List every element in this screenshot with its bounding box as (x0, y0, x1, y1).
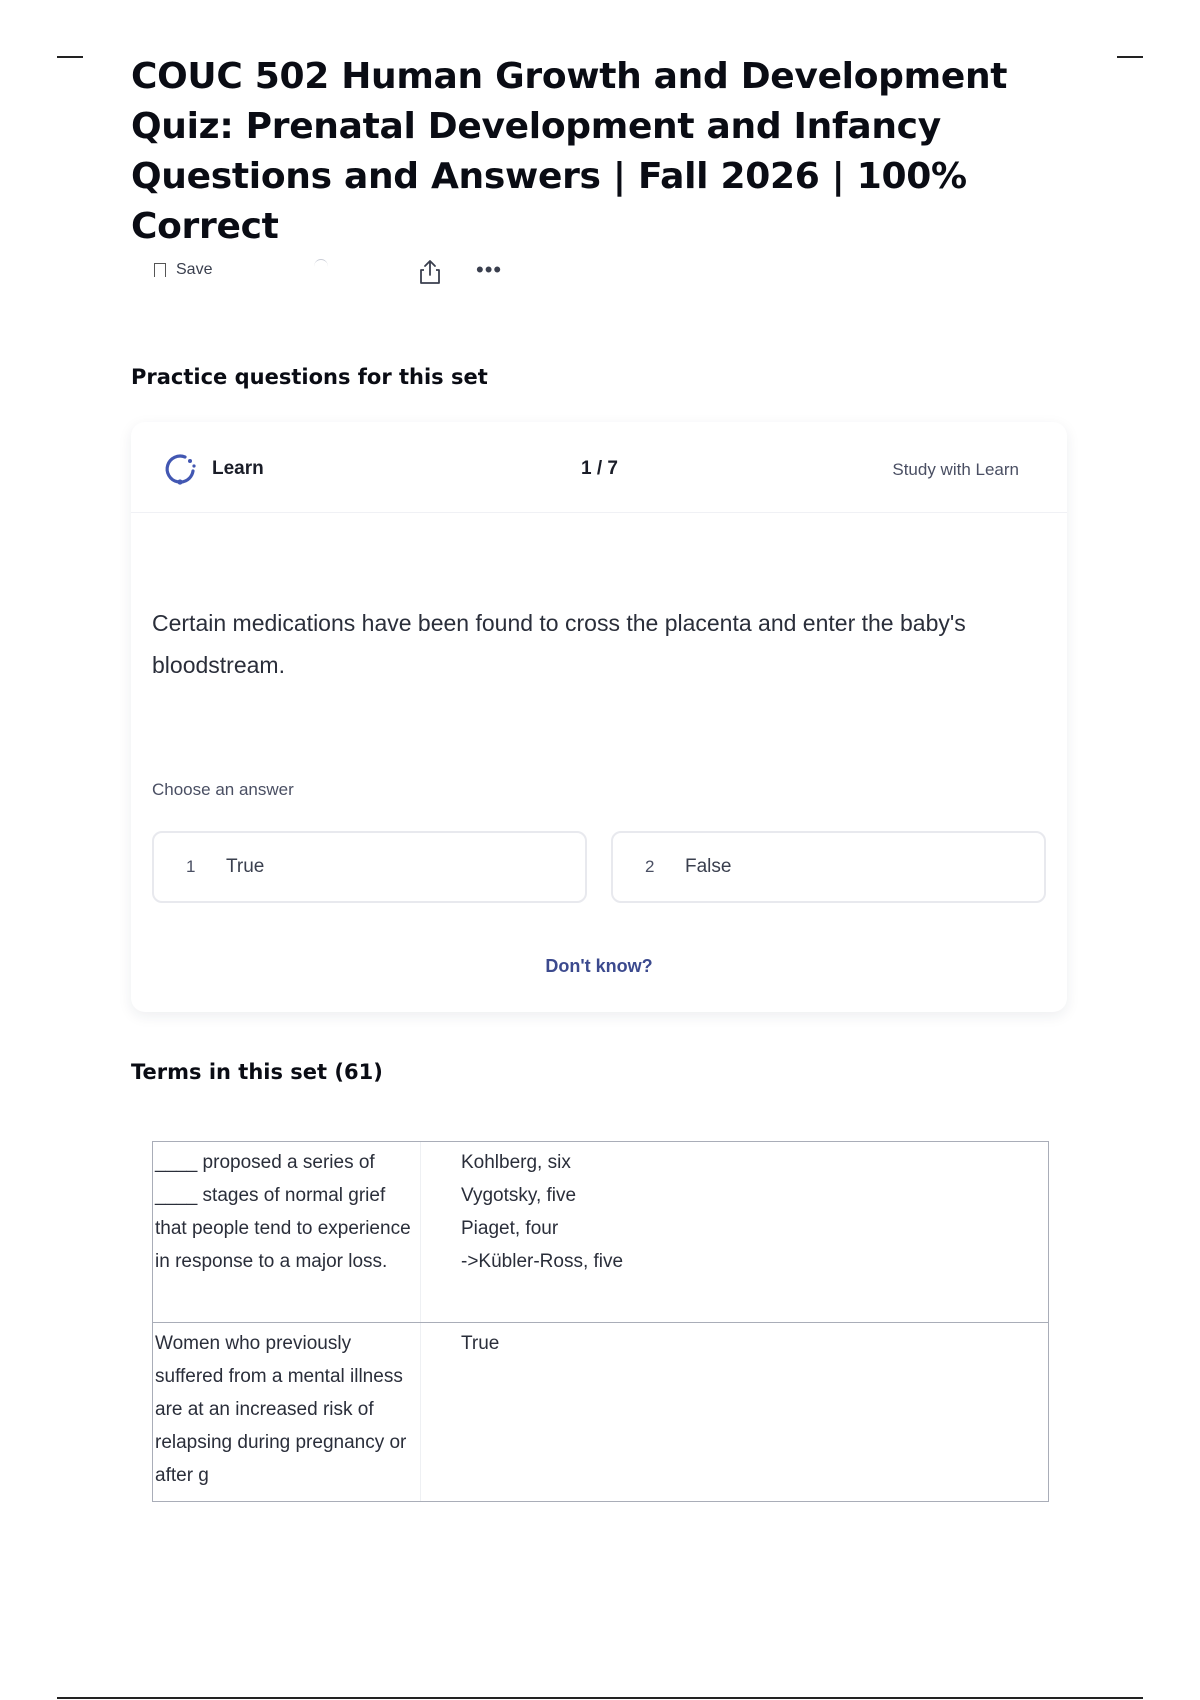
definition-line: Kohlberg, six (461, 1152, 571, 1173)
learn-icon (163, 452, 197, 486)
loading-spinner-icon (314, 259, 328, 274)
save-button[interactable] (154, 261, 212, 279)
choose-answer-label: Choose an answer (152, 780, 294, 799)
learn-card (131, 422, 1067, 1012)
save-label: Save (176, 261, 213, 278)
definition-cell (421, 1142, 1048, 1322)
dont-know-button[interactable]: Don't know? (545, 956, 653, 976)
answer-text: True (226, 856, 265, 877)
corner-mark-right (1117, 56, 1143, 58)
definition-line: True (461, 1333, 500, 1354)
table-row (153, 1142, 1048, 1322)
answer-option-true[interactable] (152, 831, 587, 903)
share-icon[interactable] (418, 259, 442, 285)
term-cell: ____ proposed a series of ____ stages of normal grief that people tend to experience in response to a major loss. (153, 1142, 421, 1322)
definition-line: Piaget, four (461, 1218, 559, 1239)
definition-line: ->Kübler-Ross, five (461, 1251, 624, 1272)
question-text: Certain medications have been found to cross the placenta and enter the baby's bloodstream. (152, 610, 966, 678)
definition-cell (421, 1323, 1048, 1501)
more-icon[interactable]: ••• (476, 257, 503, 282)
page-title: COUC 502 Human Growth and Development Quiz: Prenatal Development and Infancy Questions and Answers | Fall 2026 | 100% Correct (131, 56, 1008, 247)
practice-heading: Practice questions for this set (131, 365, 488, 389)
progress-count: 1 / 7 (581, 458, 618, 479)
learn-header (131, 422, 1067, 513)
answer-option-false[interactable] (611, 831, 1046, 903)
definition-line: Vygotsky, five (461, 1185, 577, 1206)
study-with-learn-link[interactable]: Study with Learn (892, 460, 1019, 479)
toolbar (154, 255, 534, 291)
bookmark-icon (154, 263, 166, 277)
terms-table (152, 1141, 1049, 1502)
learn-label: Learn (212, 458, 264, 479)
answer-number: 2 (645, 857, 655, 876)
answer-number: 1 (186, 857, 196, 876)
bottom-rule (57, 1697, 1143, 1699)
terms-heading: Terms in this set (61) (131, 1060, 383, 1084)
term-cell: Women who previously suffered from a mental illness are at an increased risk of relapsing during pregnancy or after g (153, 1323, 421, 1501)
corner-mark-left (57, 56, 83, 58)
table-row (153, 1322, 1048, 1501)
answer-text: False (685, 856, 732, 877)
